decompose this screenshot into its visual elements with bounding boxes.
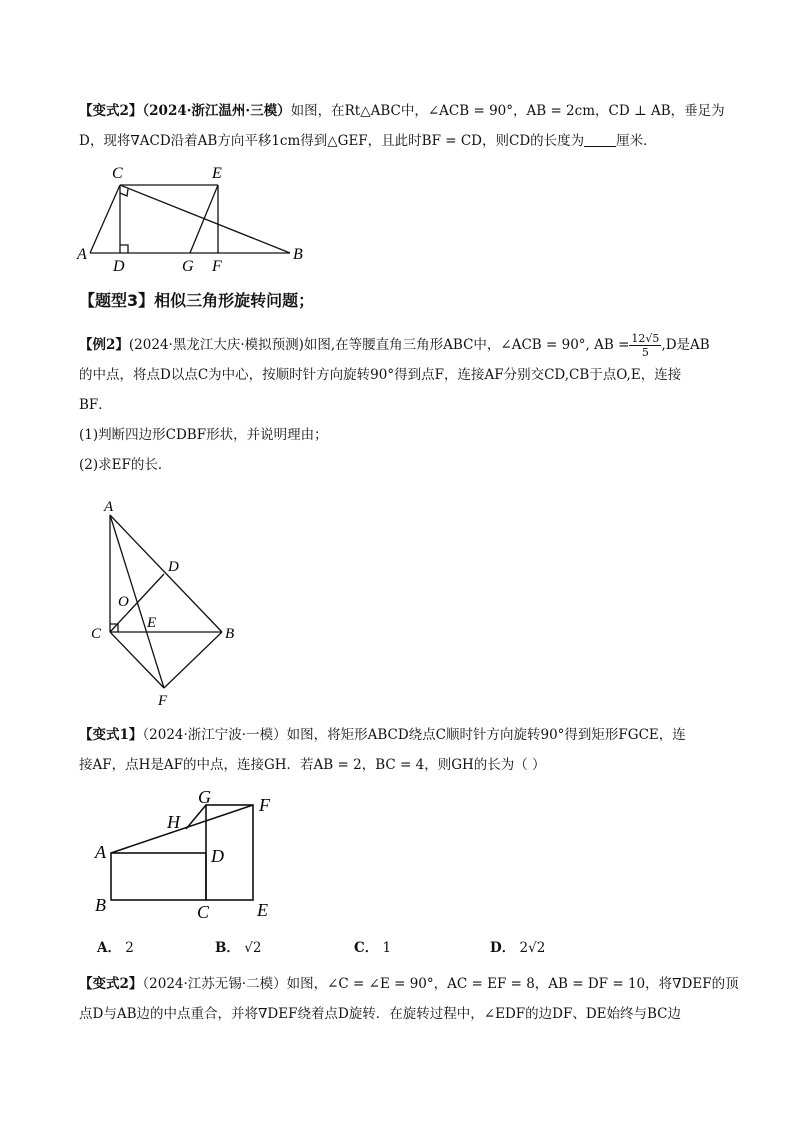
fig3-label-A: A	[95, 842, 106, 862]
fig2-label-E: E	[147, 615, 157, 631]
fig2-label-D: D	[168, 559, 179, 575]
problem-tag: 【例2】	[79, 337, 129, 353]
fig2-label-F: F	[158, 693, 168, 709]
fig2-label-B: B	[225, 626, 235, 642]
option-key: B．	[215, 940, 240, 956]
fig3-label-C: C	[197, 902, 210, 922]
problem-line: 点D与AB边的中点重合，并将∇DEF绕着点D旋转．在旋转过程中，∠EDF的边DF、DE始终与BC边	[79, 1006, 682, 1022]
fig1-label-B: B	[293, 246, 303, 263]
problem-source: （2024·浙江温州·三模）	[142, 103, 291, 119]
problem-text: （2024·浙江宁波·一模）如图，将矩形ABCD绕点C顺时针方向旋转90°得到矩形FGCE，连	[142, 727, 686, 743]
problem-line: 接AF，点H是AF的中点，连接GH．若AB = 2，BC = 4，则GH的长为（ ）	[79, 757, 546, 773]
section-heading: 【题型3】相似三角形旋转问题；	[79, 291, 315, 310]
fraction-denominator: 5	[641, 346, 649, 359]
fig2-label-O: O	[118, 594, 129, 610]
option-d	[490, 936, 545, 956]
fig3-label-E: E	[257, 900, 268, 920]
option-key: C．	[354, 940, 379, 956]
problem-text: ,D是AB	[661, 337, 710, 353]
fig1-label-E: E	[212, 165, 222, 182]
option-key: D．	[490, 940, 516, 956]
fig3-label-B: B	[95, 895, 106, 915]
question-1: (1)判断四边形CDBF形状，并说明理由；	[79, 427, 328, 443]
fraction-numerator: 12√5	[631, 332, 660, 345]
fig3-label-F: F	[259, 795, 270, 815]
option-value: 2	[125, 940, 134, 956]
fig3-label-H: H	[167, 812, 180, 832]
problem-text: 如图，在Rt△ABC中，∠ACB = 90°，AB = 2cm，CD ⊥ AB，垂足为	[290, 103, 725, 119]
fig3-label-D: D	[211, 846, 224, 866]
option-key: A．	[97, 940, 121, 956]
problem-text: 厘米．	[616, 133, 657, 149]
fig2-label-C: C	[91, 626, 102, 642]
option-value: 2√2	[519, 940, 546, 956]
option-value: √2	[244, 940, 262, 956]
fig1-label-G: G	[182, 258, 194, 275]
problem-tag: 【变式1】	[79, 727, 143, 743]
problem-variant-2b	[79, 969, 739, 1029]
problem-line: 的中点，将点D以点C为中心，按顺时针方向旋转90°得到点F，连接AF分别交CD,CB于点O,E，连接	[79, 367, 682, 383]
option-b	[215, 936, 261, 956]
fig1-label-F: F	[212, 258, 222, 275]
question-2: (2)求EF的长．	[79, 457, 172, 473]
fig3-label-G: G	[198, 787, 211, 807]
problem-tag: 【变式2】	[79, 976, 143, 992]
fig1-label-D: D	[113, 258, 125, 275]
fig1-label-A: A	[77, 246, 87, 263]
problem-text: D，现将∇ACD沿着AB方向平移1cm得到△GEF，且此时BF = CD，则CD的长度为	[79, 133, 585, 149]
option-value: 1	[382, 940, 392, 956]
problem-tag: 【变式2】	[79, 103, 143, 119]
problem-text: （2024·江苏无锡·二模）如图，∠C = ∠E = 90°，AC = EF = 8，AB = DF = 10，将∇DEF的顶	[142, 976, 739, 992]
problem-line	[79, 969, 739, 999]
fig2-label-A: A	[104, 499, 114, 515]
option-a	[97, 936, 134, 956]
problem-line: BF．	[79, 397, 112, 413]
problem-text: (2024·黑龙江大庆·模拟预测)如图,在等腰直角三角形ABC中，∠ACB = 90°, AB =	[128, 337, 630, 353]
option-c	[354, 936, 391, 956]
fig1-label-C: C	[112, 165, 123, 182]
